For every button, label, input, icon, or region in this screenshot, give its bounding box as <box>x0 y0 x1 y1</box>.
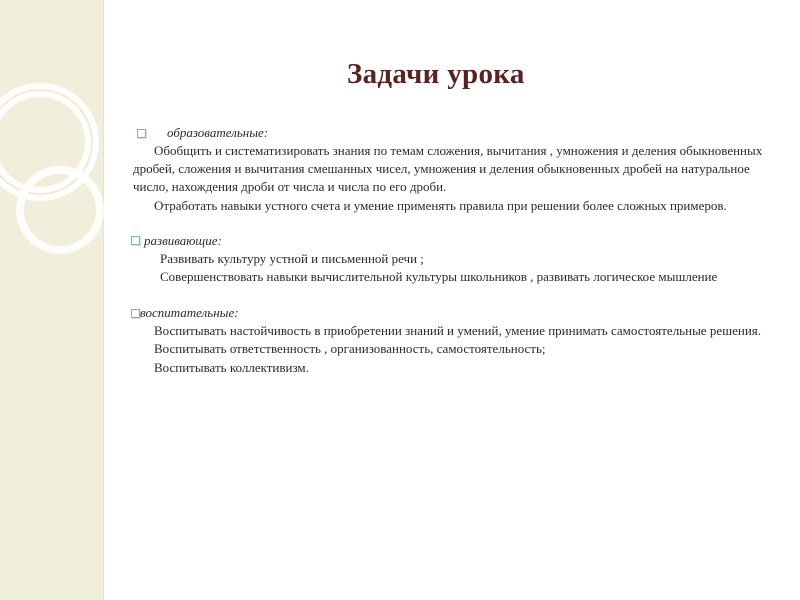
paragraph: Воспитывать ответственность , организованность, самостоятельность; <box>154 341 546 357</box>
section-educational <box>133 124 773 215</box>
square-bullet-icon <box>131 309 140 318</box>
paragraph: Совершенствовать навыки вычислительной культуры школьников , развивать логическое мышление <box>160 269 718 285</box>
section-heading <box>133 232 773 250</box>
lesson-objectives <box>133 124 773 377</box>
paragraph: Обобщить и систематизировать знания по темам сложения, вычитания , умножения и деления обыкновенных дробей, сложения и вычитания смешанных чисел, умножения и деления обыкновенных дробей на натуральное число, нахождения дроби от числа и числа по его дроби. <box>133 143 763 195</box>
paragraph: Воспитывать коллективизм. <box>154 359 309 375</box>
heading-text: развивающие: <box>144 232 222 248</box>
section-upbringing <box>133 304 773 377</box>
section-developmental <box>133 232 773 286</box>
section-heading <box>133 304 773 322</box>
square-bullet-icon <box>137 129 146 138</box>
decorative-rings <box>0 0 140 600</box>
paragraph: Развивать культуру устной и письменной речи ; <box>160 250 424 266</box>
heading-text: образовательные: <box>167 124 269 140</box>
slide-title: Задачи урока <box>347 58 525 90</box>
paragraph: Воспитывать настойчивость в приобретении знаний и умений, умение принимать самостоятельные решения. <box>154 323 762 339</box>
heading-text: воспитательные: <box>140 305 239 321</box>
square-bullet-icon <box>131 236 140 245</box>
decorative-sidebar <box>0 0 104 600</box>
paragraph: Отработать навыки устного счета и умение применять правила при решении более сложных примеров. <box>154 197 727 213</box>
section-heading <box>133 124 773 142</box>
